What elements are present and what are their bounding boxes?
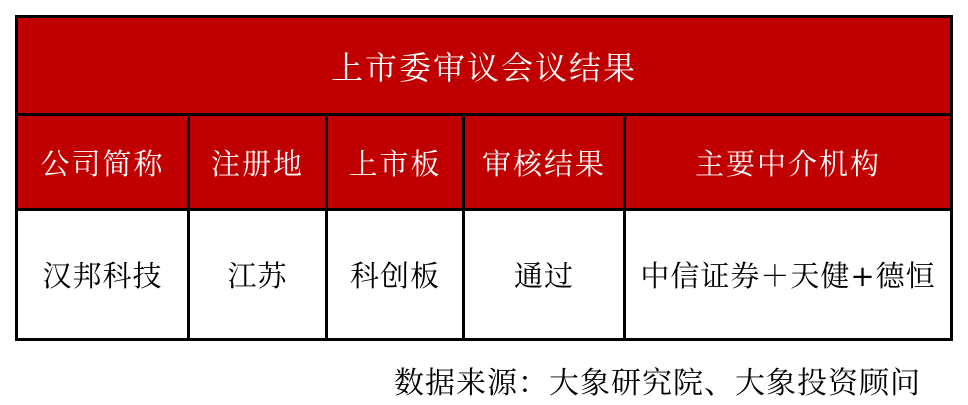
data-source-note: 数据来源：大象研究院、大象投资顾问 <box>394 366 921 401</box>
cell-review-result: 通过 <box>465 211 626 338</box>
header-cell-registration-place: 注册地 <box>190 116 328 208</box>
header-cell-review-result: 审核结果 <box>465 116 626 208</box>
header-cell-main-intermediaries: 主要中介机构 <box>626 116 950 208</box>
table-row <box>18 211 950 338</box>
cell-registration-place: 江苏 <box>190 211 328 338</box>
table-header-row <box>18 116 950 211</box>
header-cell-company-name: 公司简称 <box>18 116 190 208</box>
table-title: 上市委审议会议结果 <box>18 18 950 116</box>
header-cell-listing-board: 上市板 <box>328 116 465 208</box>
listing-committee-result-table <box>15 15 953 341</box>
cell-company-name: 汉邦科技 <box>18 211 190 338</box>
cell-listing-board: 科创板 <box>328 211 465 338</box>
cell-main-intermediaries: 中信证券＋天健+德恒 <box>626 211 950 338</box>
